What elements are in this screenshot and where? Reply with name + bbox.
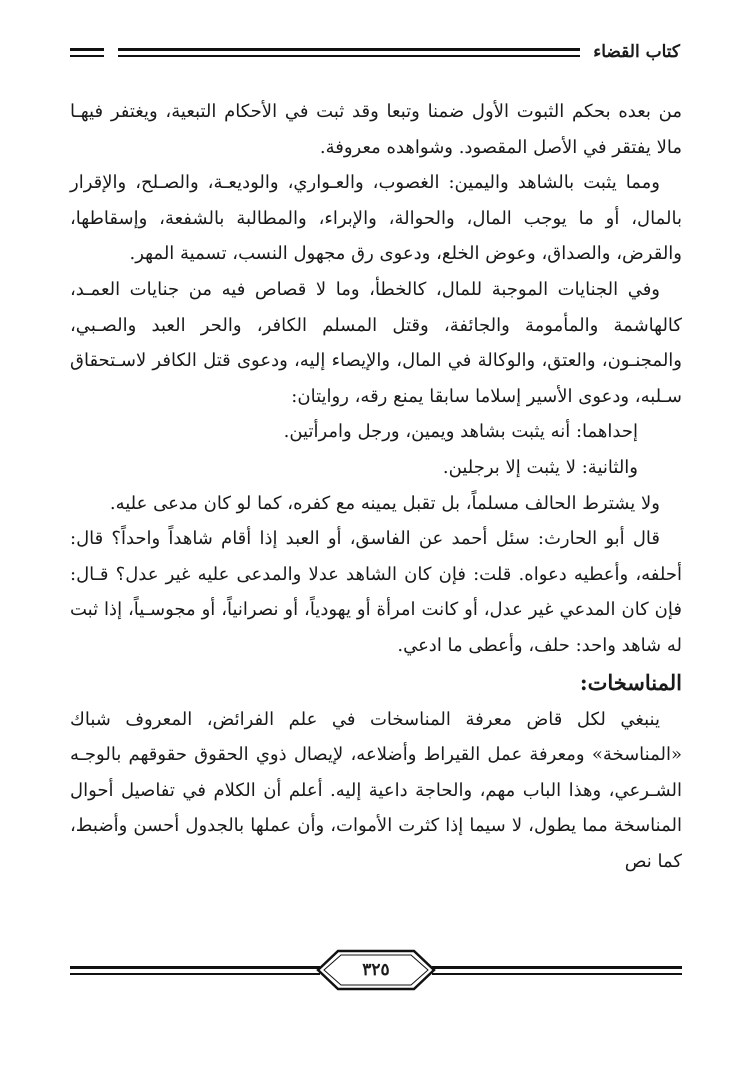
page-footer — [70, 944, 682, 996]
paragraph: ينبغي لكل قاض معرفة المناسخات في علم الفرائض، المعروف شباك «المناسخة» ومعرفة عمل القيراط وأضلاعه، لإيصال ذوي الحقوق حقوقهم بالوجـه الشـرعي، وهذا الباب مهم، والحاجة داعية إليه. أعلم أن الكلام في تفاصيل أحوال المناسخة مما يطول، لا سيما إذا كثرت الأموات، وأن عملها بالجدول أحسن وأضبط، كما نص — [70, 708, 682, 872]
page-number: ٣٢٥ — [362, 960, 390, 980]
paragraph: قال أبو الحارث: سئل أحمد عن الفاسق، أو العبد إذا أقام شاهداً واحداً؟ قال: أحلفه، وأعطيه دعواه. قلت: فإن كان الشاهد عدلا والمدعى عليه غير عدل؟ قـال: فإن كان المدعي غير عدل، أو كانت امرأة أو يهودياً، أو نصرانياً، أو مجوسـياً، إذا ثبت له شاهد واحد: حلف، وأعطى ما ادعي. — [70, 528, 682, 656]
header-rule-short — [70, 48, 104, 57]
paragraph-riwaya-2: والثانية: لا يثبت إلا برجلين. — [442, 456, 638, 478]
paragraph-riwaya-1: إحداهما: أنه يثبت بشاهد ويمين، ورجل وامرأتين. — [283, 421, 638, 443]
page-number-frame — [316, 948, 436, 992]
paragraph: من بعده بحكم الثبوت الأول ضمنا وتبعا وقد ثبت في الأحكام التبعية، ويغتفر فيهـا مالا يفتقر في الأصل المقصود. وشواهده معروفة. — [70, 101, 682, 158]
running-header — [70, 40, 680, 64]
footer-rule-left — [70, 966, 320, 975]
header-rule — [118, 48, 580, 57]
book-title: كتاب القضاء — [593, 42, 680, 62]
paragraph: ولا يشترط الحالف مسلماً، بل تقبل يمينه مع كفره، كما لو كان مدعى عليه. — [109, 492, 660, 514]
paragraph: وفي الجنايات الموجبة للمال، كالخطأ، وما لا قصاص فيه من جنايات العمـد، كالهاشمة والمأمومة والجائفة، وقتل المسلم الكافر، والحر العبد والصـبي، والمجنـون، والعتق، والوكالة في المال، والإيصاء إليه، ودعوى قتل الكافر لاسـتحقاق سـلبه، ودعوى الأسير إسلاما سابقا يمنع رقه، روايتان: — [70, 278, 682, 407]
paragraph: ومما يثبت بالشاهد واليمين: الغصوب، والعـواري، والوديعـة، والصـلح، والإقرار بالمال، أو ما يوجب المال، والحوالة، والإبراء، والمطالبة بالشفعة، وإسقاطها، والقرض، والصداق، وعوض الخلع، ودعوى رق مجهول النسب، تسمية المهر. — [70, 172, 682, 265]
page-body — [70, 94, 682, 879]
footer-rule-right — [432, 966, 682, 975]
section-heading: المناسخات: — [579, 669, 682, 695]
